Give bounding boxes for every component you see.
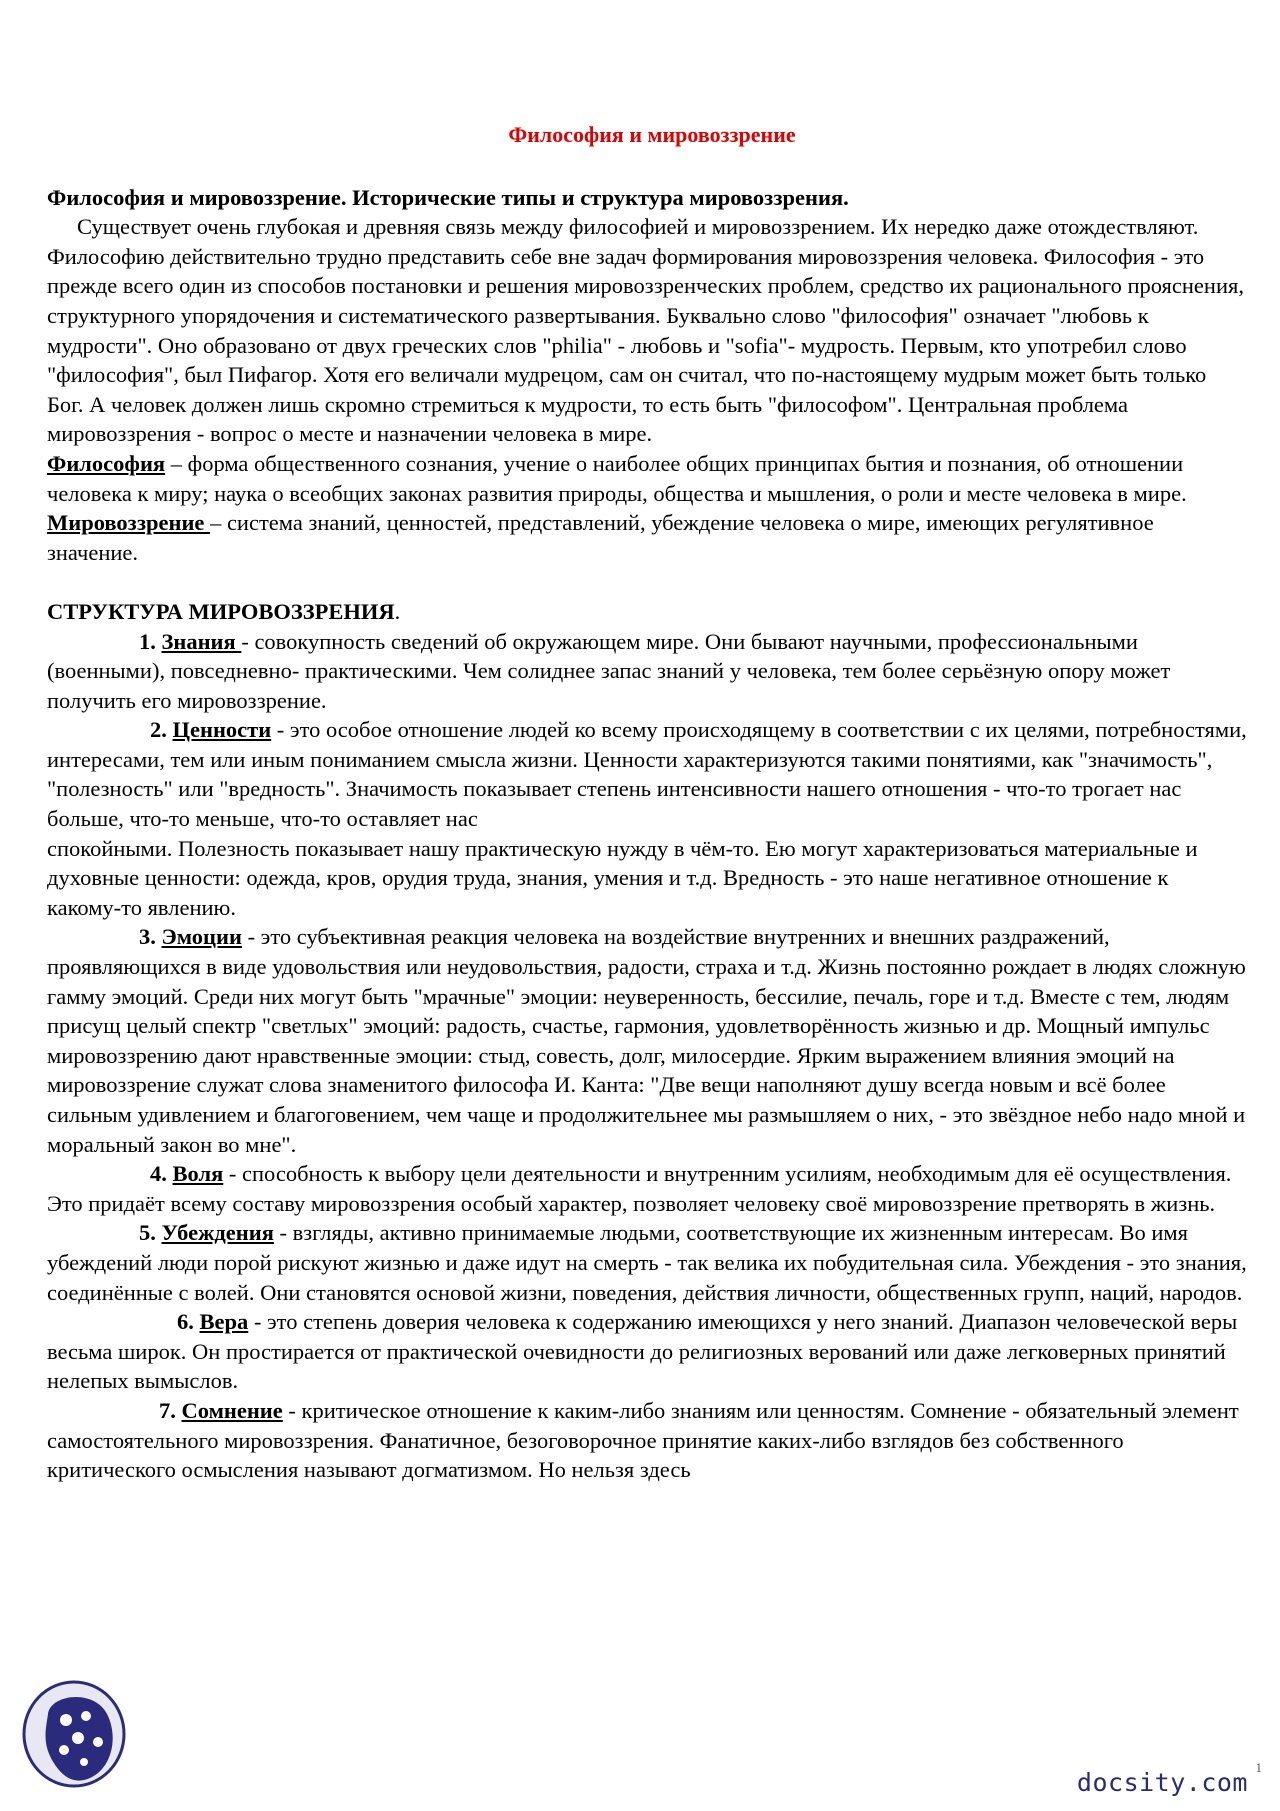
- item-term: Вера: [199, 1309, 249, 1335]
- structure-heading-dot: .: [394, 598, 401, 624]
- definition-text: – система знаний, ценностей, представлений, убеждение человека о мире, имеющих регулятивное значение.: [47, 510, 1154, 565]
- section-subtitle: Философия и мировоззрение. Исторические типы и структура мировоззрения.: [47, 184, 849, 210]
- structure-heading-text: СТРУКТУРА МИРОВОЗЗРЕНИЯ: [47, 598, 395, 624]
- definition-philosophy: [47, 449, 1247, 508]
- item-text: - критическое отношение к каким-либо знаниям или ценностям. Сомнение - обязательный элемент самостоятельного мировоззрения. Фанатичное, безоговорочное принятие каких-либо взглядов без собственного критического осмысления называют догматизмом. Но нельзя здесь: [47, 1397, 1239, 1483]
- document-title: Философия и мировоззрение: [508, 122, 796, 147]
- item-term: Знания: [161, 628, 242, 654]
- structure-item-doubt: [47, 1396, 1247, 1485]
- item-number: 1.: [139, 628, 162, 654]
- item-term: Ценности: [172, 717, 272, 743]
- item-number: 6.: [177, 1309, 200, 1335]
- structure-item-faith: [47, 1307, 1247, 1396]
- item-number: 2.: [150, 717, 173, 743]
- item-text: - это особое отношение людей ко всему происходящему в соответствии с их целями, потребностями, интересами, тем или иным пониманием смысла жизни. Ценности характеризуются такими понятиями, как "значимость", "полезность" или "вредность". Значимость показывает степень интенсивности нашего отношения - что-то трогает нас больше, что-то меньше, что-то оставляет нас: [47, 717, 1247, 832]
- definition-term: Мировоззрение: [47, 510, 211, 536]
- document-body: [47, 120, 1247, 1485]
- structure-item-values-continued: спокойными. Полезность показывает нашу практическую нужду в чём-то. Ею могут характеризоваться материальные и духовные ценности: одежда, кров, орудия труда, знания, умения и т.д. Вредность - это наше негативное отношение к какому-то явлению.: [47, 835, 1198, 920]
- item-number: 4.: [150, 1161, 173, 1187]
- item-term: Убеждения: [161, 1220, 274, 1246]
- definition-term: Философия: [47, 450, 166, 476]
- item-text: - способность к выбору цели деятельности и внутренним усилиям, необходимым для её осуществления. Это придаёт всему составу мировоззрения особый характер, позволяет человеку своё мировоззрение претворять в жизнь.: [47, 1161, 1232, 1216]
- structure-item-knowledge: [47, 627, 1247, 716]
- docsity-brand-link[interactable]: docsity.com: [1076, 1768, 1248, 1797]
- item-term: Воля: [172, 1161, 224, 1187]
- structure-item-will: [47, 1159, 1247, 1218]
- item-text: - взгляды, активно принимаемые людьми, соответствующие их жизненным интересам. Во имя убеждений люди порой рискуют жизнью и даже идут на смерть - так велика их побудительная сила. Убеждения - это знания, соединённые с волей. Они становятся основой жизни, поведения, действия личности, общественных групп, наций, народов.: [47, 1220, 1247, 1305]
- structure-heading: [47, 597, 1247, 627]
- item-number: 7.: [159, 1397, 182, 1423]
- intro-paragraph: Существует очень глубокая и древняя связь между философией и мировоззрением. Их нередко даже отождествляют. Философию действительно трудно представить себе вне задач формирования мировоззрения человека. Философия - это прежде всего один из способов постановки и решения мировоззренческих проблем, средство их рационального прояснения, структурного упорядочения и систематического развертывания. Буквально слово "философия" означает "любовь к мудрости". Оно образовано от двух греческих слов "philia" - любовь и "sofia"- мудрость. Первым, кто употребил слово "философия", был Пифагор. Хотя его величали мудрецом, сам он считал, что по-настоящему мудрым может быть только Бог. А человек должен лишь скромно стремиться к мудрости, то есть быть "философом". Центральная проблема мировоззрения - вопрос о месте и назначении человека в мире.: [47, 214, 1244, 447]
- docsity-logo-icon[interactable]: [20, 1676, 128, 1798]
- item-text: - совокупность сведений об окружающем мире. Они бывают научными, профессиональными (военными), повседневно- практическими. Чем солиднее запас знаний у человека, тем более серьёзную опору может получить его мировоззрение.: [47, 628, 1171, 713]
- item-text: - это субъективная реакция человека на воздействие внутренних и внешних раздражений, проявляющихся в виде удовольствия или неудовольствия, радости, страха и т.д. Жизнь постоянно рождает в людях сложную гамму эмоций. Среди них могут быть "мрачные" эмоции: неуверенность, бессилие, печаль, горе и т.д. Вместе с тем, людям присущ целый спектр "светлых" эмоций: радость, счастье, гармония, удовлетворённость жизнью и др. Мощный импульс мировоззрению дают нравственные эмоции: стыд, совесть, долг, милосердие. Ярким выражением влияния эмоций на мировоззрение служат слова знаменитого философа И. Канта: "Две вещи наполняют душу всегда новым и всё более сильным удивлением и благоговением, чем чаще и продолжительнее мы размышляем о них, - это звёздное небо надо мной и моральный закон во мне".: [47, 924, 1246, 1157]
- definition-worldview: [47, 508, 1247, 567]
- item-number: 5.: [139, 1220, 162, 1246]
- item-term: Сомнение: [181, 1397, 283, 1423]
- definition-text: – форма общественного сознания, учение о наиболее общих принципах бытия и познания, об отношении человека к миру; наука о всеобщих законах развития природы, общества и мышления, о роли и месте человека в мире.: [47, 450, 1187, 506]
- page-number: 1: [1255, 1760, 1262, 1775]
- item-text: - это степень доверия человека к содержанию имеющихся у него знаний. Диапазон человеческой веры весьма широк. Он простирается от практической очевидности до религиозных верований или даже легковерных принятий нелепых вымыслов.: [47, 1309, 1238, 1394]
- structure-item-beliefs: [47, 1218, 1247, 1307]
- item-number: 3.: [139, 924, 162, 950]
- item-term: Эмоции: [161, 924, 242, 950]
- structure-item-values: [47, 715, 1247, 833]
- structure-item-emotions: [47, 922, 1247, 1159]
